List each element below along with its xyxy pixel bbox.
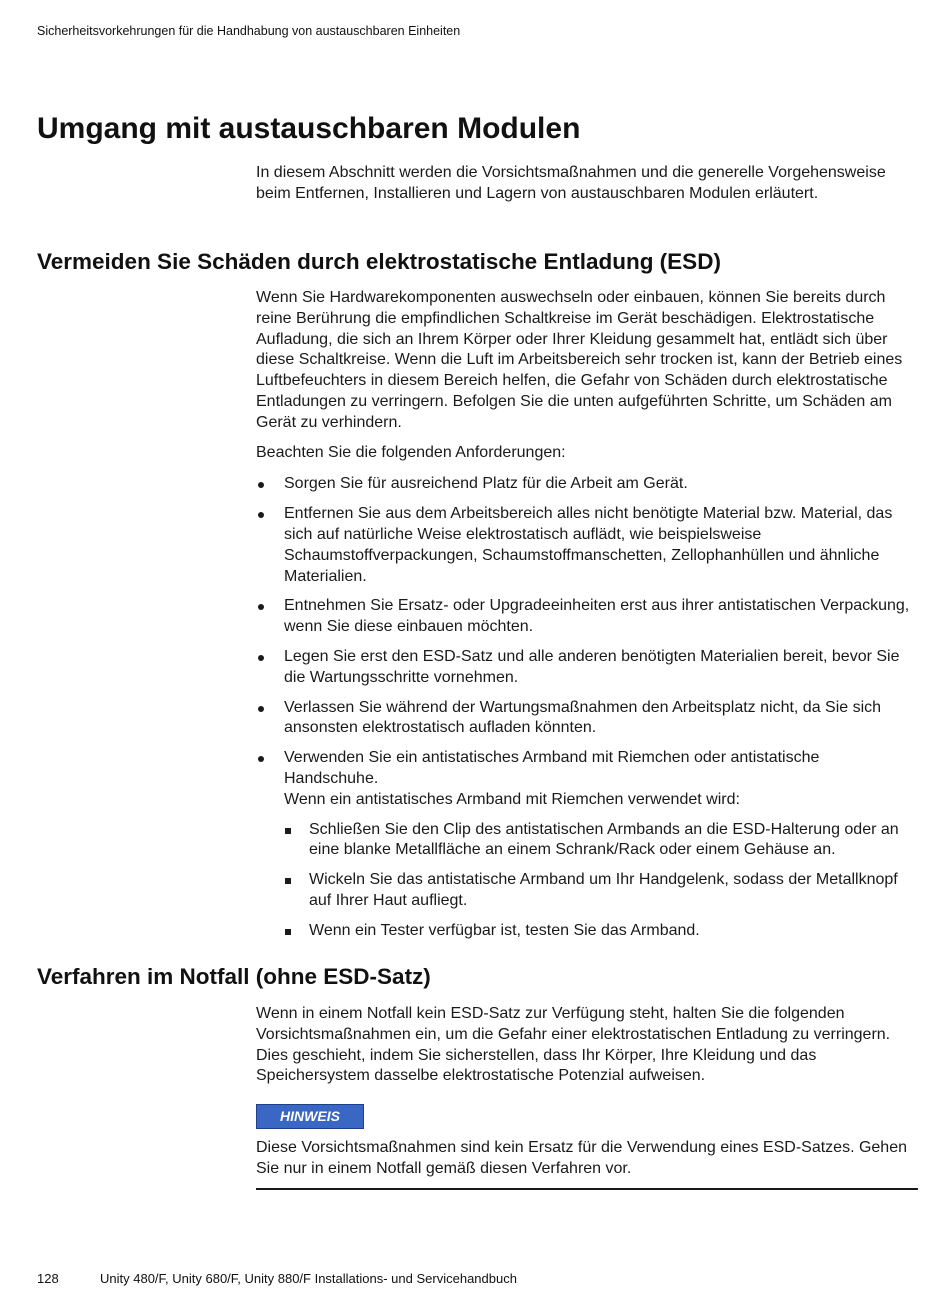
list-item: Legen Sie erst den ESD-Satz und alle anderen benötigten Materialien bereit, bevor Sie die Wartungsschritte vornehmen.: [256, 647, 918, 689]
emergency-paragraph: Wenn in einem Notfall kein ESD-Satz zur Verfügung steht, halten Sie die folgenden Vorsichtsmaßnahmen ein, um die Gefahr einer elektrostatischen Entladung zu verringern. Dies geschieht, indem Sie sicherstellen, dass Ihr Körper, Ihre Kleidung und das Speichersystem dasselbe elektrostatische Potenzial aufweisen.: [256, 1005, 891, 1085]
list-item-wristband: [256, 748, 918, 941]
requirements-list: [256, 474, 918, 941]
section-intro: [256, 163, 918, 205]
esd-section-body: [256, 288, 918, 951]
list-item: Sorgen Sie für ausreichend Platz für die Arbeit am Gerät.: [256, 474, 918, 495]
section-title-esd: Vermeiden Sie Schäden durch elektrostatische Entladung (ESD): [37, 249, 721, 274]
document-title: Unity 480/F, Unity 680/F, Unity 880/F Installations- und Servicehandbuch: [100, 1271, 517, 1286]
note-block: [256, 1104, 918, 1190]
intro-paragraph: In diesem Abschnitt werden die Vorsichtsmaßnahmen und die generelle Vorgehensweise beim Entfernen, Installieren und Lagern von austauschbaren Modulen erläutert.: [256, 164, 886, 202]
wristband-sublist: [284, 820, 918, 942]
wristband-followup: Wenn ein antistatisches Armband mit Riemchen verwendet wird:: [284, 790, 740, 808]
sub-list-item: Schließen Sie den Clip des antistatischen Armbands an die ESD-Halterung oder an eine blanke Metallfläche an einem Schrank/Rack oder einem Gehäuse an.: [284, 820, 918, 862]
requirements-intro: Beachten Sie die folgenden Anforderungen:: [256, 443, 566, 461]
note-text: Diese Vorsichtsmaßnahmen sind kein Ersatz für die Verwendung eines ESD-Satzes. Gehen Sie nur in einem Notfall gemäß diesen Verfahren vor.: [256, 1138, 918, 1190]
page-number: 128: [37, 1271, 59, 1286]
list-item: Entnehmen Sie Ersatz- oder Upgradeeinheiten erst aus ihrer antistatischen Verpackung, wenn Sie diese einbauen möchten.: [256, 596, 918, 638]
running-header: Sicherheitsvorkehrungen für die Handhabung von austauschbaren Einheiten: [37, 24, 461, 38]
list-item: Verlassen Sie während der Wartungsmaßnahmen den Arbeitsplatz nicht, da Sie sich ansonsten elektrostatisch aufladen könnten.: [256, 698, 918, 740]
wristband-text: Verwenden Sie ein antistatisches Armband mit Riemchen oder antistatische Handschuhe.: [284, 749, 820, 787]
note-badge: HINWEIS: [256, 1104, 364, 1129]
section-title-emergency: Verfahren im Notfall (ohne ESD-Satz): [37, 964, 431, 989]
list-item: Entfernen Sie aus dem Arbeitsbereich alles nicht benötigte Material bzw. Material, das sich auf natürliche Weise elektrostatisch auflädt, wie beispielsweise Schaumstoffverpackungen, Schaumstoffmanschetten, Zellophanhüllen und ähnliche Materialien.: [256, 504, 918, 587]
emergency-section-body: [256, 1004, 918, 1190]
page-footer: [37, 1271, 517, 1286]
sub-list-item: Wenn ein Tester verfügbar ist, testen Sie das Armband.: [284, 921, 918, 942]
section-title-modules: Umgang mit austauschbaren Modulen: [37, 112, 581, 145]
esd-paragraph: Wenn Sie Hardwarekomponenten auswechseln oder einbauen, können Sie bereits durch reine Berührung die empfindlichen Schaltkreise im Gerät beschädigen. Elektrostatische Aufladung, die sich an Ihrem Körper oder Ihrer Kleidung gesammelt hat, entlädt sich über diese Schaltkreise. Wenn die Luft im Arbeitsbereich sehr trocken ist, kann der Betrieb eines Luftbefeuchters in diesem Bereich helfen, die Gefahr von Schäden durch elektrostatische Entladungen zu verringern. Befolgen Sie die unten aufgeführten Schritte, um Schäden am Gerät zu verhindern.: [256, 289, 903, 431]
sub-list-item: Wickeln Sie das antistatische Armband um Ihr Handgelenk, sodass der Metallknopf auf Ihrer Haut aufliegt.: [284, 870, 918, 912]
